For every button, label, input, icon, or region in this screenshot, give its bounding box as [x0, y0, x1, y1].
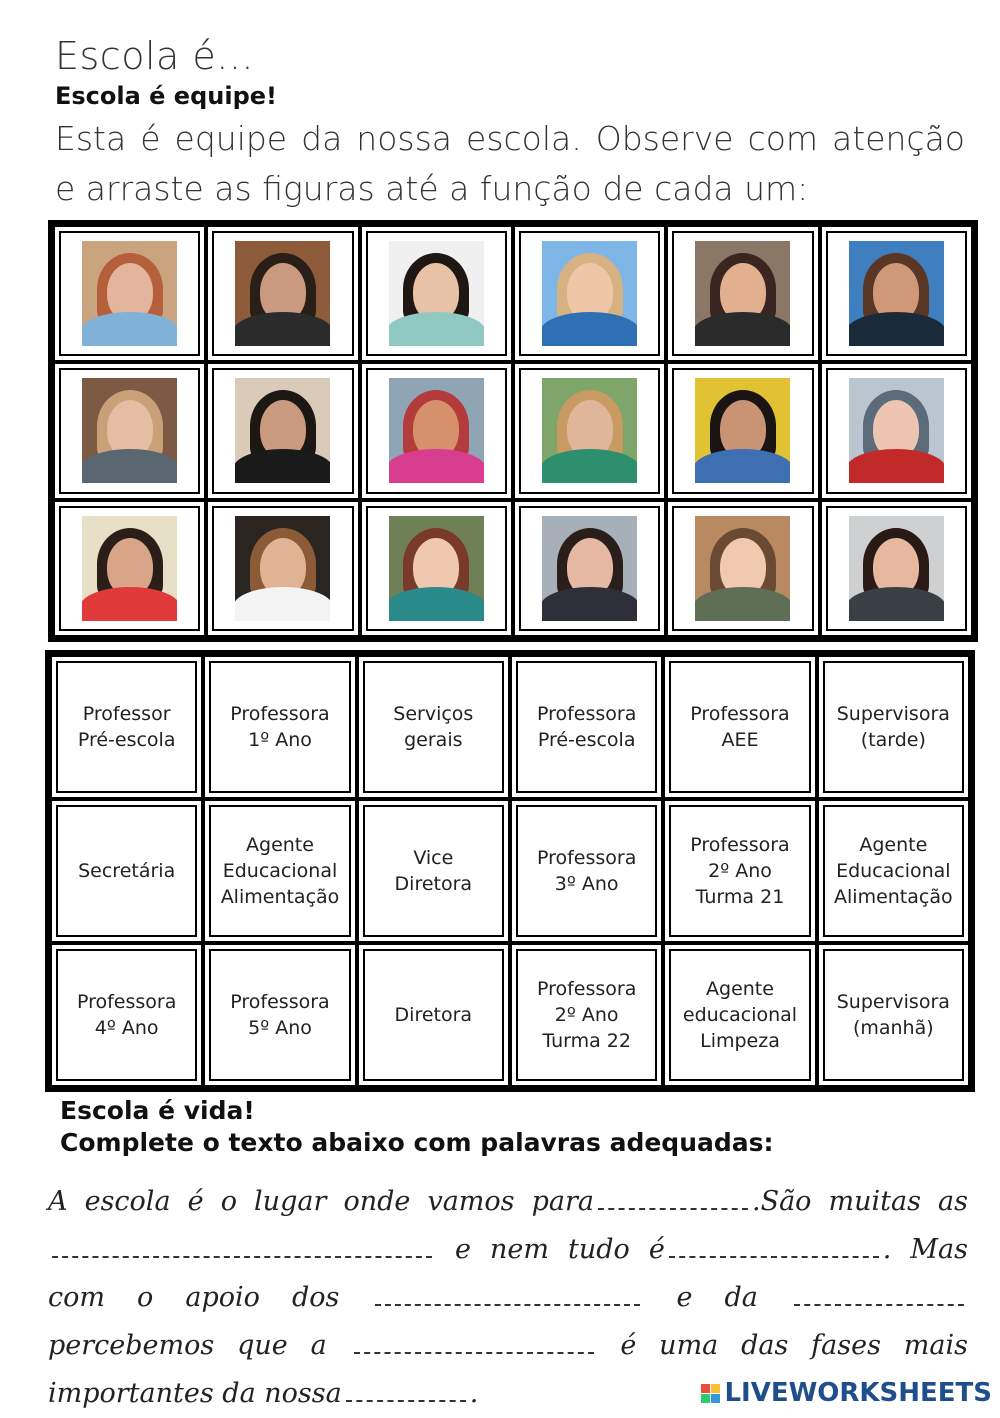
role-label: Supervisora (manhã): [836, 991, 950, 1039]
cloze-text-part: é uma das fases mais importantes da nossa: [48, 1330, 968, 1409]
blank-input[interactable]: [375, 1282, 640, 1306]
role-label: Professora 2º Ano Turma 22: [536, 978, 637, 1052]
photo-card[interactable]: [55, 227, 204, 360]
person-photo: [849, 516, 944, 621]
blank-input[interactable]: [346, 1378, 466, 1402]
photo-grid: [48, 220, 978, 642]
blank-input[interactable]: [52, 1234, 432, 1258]
photo-card[interactable]: [55, 502, 204, 635]
person-photo: [82, 378, 177, 483]
role-drop-target[interactable]: [52, 945, 201, 1085]
role-drop-target[interactable]: [512, 945, 661, 1085]
blank-input[interactable]: [598, 1186, 748, 1210]
photo-card[interactable]: [822, 502, 971, 635]
role-label: Agente educacional Limpeza: [682, 978, 798, 1052]
role-drop-target[interactable]: [665, 945, 814, 1085]
person-photo: [389, 378, 484, 483]
role-drop-target[interactable]: [512, 657, 661, 797]
section-heading: Escola é equipe!: [55, 82, 277, 110]
photo-card[interactable]: [668, 502, 817, 635]
role-label: Professora 1º Ano: [230, 703, 330, 751]
cloze-text-part: percebemos que a: [48, 1330, 327, 1361]
instruction-text: Esta é equipe da nossa escola. Observe com atenção e arraste as figuras até a função de cada um:: [55, 119, 965, 208]
photo-card[interactable]: [208, 502, 357, 635]
role-drop-target[interactable]: [205, 657, 354, 797]
person-photo: [542, 241, 637, 346]
photo-card[interactable]: [362, 502, 511, 635]
person-photo: [849, 241, 944, 346]
section2-heading: Escola é vida!: [60, 1096, 255, 1125]
role-label: Professora Pré-escola: [536, 703, 637, 751]
role-drop-target[interactable]: [359, 945, 508, 1085]
role-label: Serviços gerais: [393, 703, 474, 751]
person-photo: [695, 241, 790, 346]
role-drop-target[interactable]: [819, 801, 968, 941]
role-drop-target[interactable]: [819, 945, 968, 1085]
person-photo: [542, 378, 637, 483]
role-drop-target[interactable]: [819, 657, 968, 797]
cloze-text-part: .São muitas as: [752, 1186, 969, 1217]
role-drop-target[interactable]: [52, 657, 201, 797]
role-label: Supervisora (tarde): [836, 703, 950, 751]
section2-instruction: Complete o texto abaixo com palavras adequadas:: [60, 1128, 774, 1157]
role-label: Secretária: [78, 860, 176, 882]
blank-input[interactable]: [794, 1282, 964, 1306]
role-drop-target[interactable]: [205, 945, 354, 1085]
cloze-text-part: .: [469, 1378, 479, 1409]
role-label: Agente Educacional Alimentação: [834, 834, 953, 908]
cloze-text-part: A escola é o lugar onde vamos para: [48, 1186, 594, 1217]
person-photo: [235, 378, 330, 483]
cloze-text-part: . Mas com o apoio dos: [48, 1234, 968, 1313]
photo-card[interactable]: [362, 364, 511, 497]
blank-input[interactable]: [669, 1234, 879, 1258]
person-photo: [695, 378, 790, 483]
person-photo: [82, 516, 177, 621]
role-drop-target[interactable]: [665, 657, 814, 797]
photo-card[interactable]: [515, 502, 664, 635]
photo-card[interactable]: [208, 364, 357, 497]
person-photo: [849, 378, 944, 483]
person-photo: [235, 241, 330, 346]
photo-card[interactable]: [668, 227, 817, 360]
role-label: Professor Pré-escola: [77, 703, 176, 751]
role-drop-target[interactable]: [52, 801, 201, 941]
photo-card[interactable]: [515, 364, 664, 497]
role-label: Professora 5º Ano: [230, 991, 330, 1039]
photo-card[interactable]: [362, 227, 511, 360]
role-drop-target[interactable]: [665, 801, 814, 941]
brand-text: LIVEWORKSHEETS: [724, 1378, 992, 1408]
role-drop-target[interactable]: [205, 801, 354, 941]
role-drop-target[interactable]: [359, 657, 508, 797]
person-photo: [235, 516, 330, 621]
role-label: Professora 4º Ano: [76, 991, 177, 1039]
role-label: Professora AEE: [690, 703, 790, 751]
role-drop-target[interactable]: [359, 801, 508, 941]
role-label: Agente Educacional Alimentação: [220, 834, 340, 908]
photo-card[interactable]: [668, 364, 817, 497]
person-photo: [695, 516, 790, 621]
cloze-text-part: e da: [676, 1282, 758, 1313]
person-photo: [82, 241, 177, 346]
liveworksheets-icon: [701, 1384, 720, 1403]
role-drop-target[interactable]: [512, 801, 661, 941]
person-photo: [542, 516, 637, 621]
brand-logo: [701, 1378, 992, 1408]
cloze-text-part: e nem tudo é: [455, 1234, 665, 1265]
role-label: Professora 2º Ano Turma 21: [690, 834, 790, 908]
page-title: Escola é...: [55, 34, 254, 78]
role-label: Diretora: [394, 1004, 473, 1026]
photo-card[interactable]: [822, 227, 971, 360]
role-label: Professora 3º Ano: [536, 847, 637, 895]
role-grid: [45, 650, 975, 1092]
photo-card[interactable]: [515, 227, 664, 360]
photo-card[interactable]: [55, 364, 204, 497]
photo-card[interactable]: [822, 364, 971, 497]
person-photo: [389, 516, 484, 621]
photo-card[interactable]: [208, 227, 357, 360]
person-photo: [389, 241, 484, 346]
blank-input[interactable]: [354, 1330, 594, 1354]
role-label: Vice Diretora: [394, 847, 473, 895]
